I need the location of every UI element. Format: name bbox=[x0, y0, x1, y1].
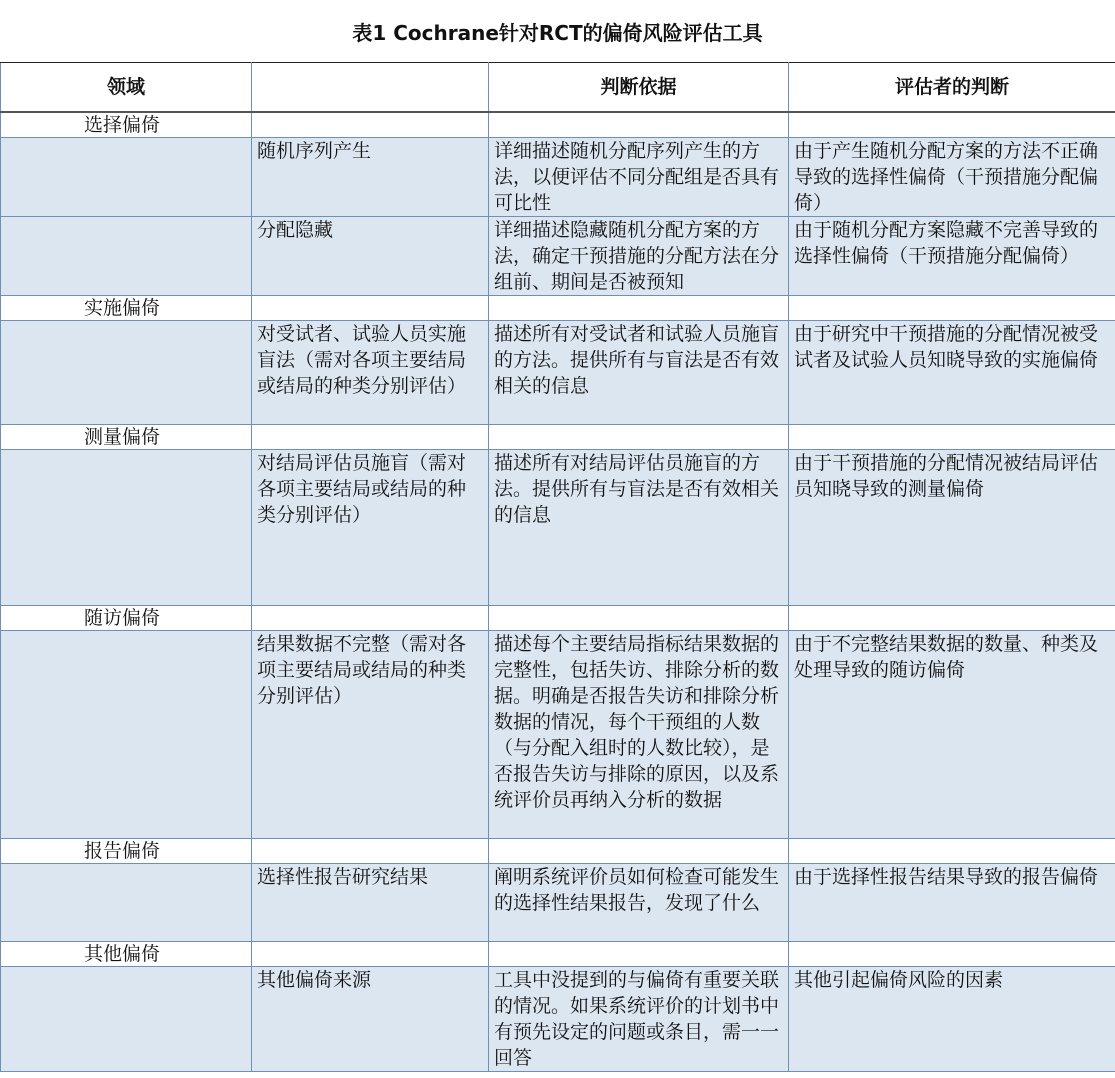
domain-row bbox=[1, 942, 1115, 967]
item-name: 分配隐藏 bbox=[252, 217, 489, 296]
item-basis: 详细描述隐藏随机分配方案的方法，确定干预措施的分配方法在分组前、期间是否被预知 bbox=[489, 217, 789, 296]
item-row bbox=[1, 967, 1115, 1072]
header-row bbox=[1, 63, 1115, 113]
table-title: 表1 Cochrane针对RCT的偏倚风险评估工具 bbox=[352, 20, 763, 45]
item-basis: 描述所有对受试者和试验人员施盲的方法。提供所有与盲法是否有效相关的信息 bbox=[489, 321, 789, 425]
header-item bbox=[252, 63, 489, 113]
domain-name: 选择偏倚 bbox=[1, 112, 252, 138]
item-basis: 详细描述随机分配序列产生的方法，以便评估不同分配组是否具有可比性 bbox=[489, 138, 789, 217]
item-name: 结果数据不完整（需对各项主要结局或结局的种类分别评估） bbox=[252, 631, 489, 839]
domain-row bbox=[1, 112, 1115, 138]
item-judgment: 由于随机分配方案隐藏不完善导致的选择性偏倚（干预措施分配偏倚） bbox=[789, 217, 1115, 296]
domain-name: 实施偏倚 bbox=[1, 296, 252, 321]
domain-name: 随访偏倚 bbox=[1, 606, 252, 631]
item-basis: 描述每个主要结局指标结果数据的完整性，包括失访、排除分析的数据。明确是否报告失访和排除分析数据的情况，每个干预组的人数（与分配入组时的人数比较），是否报告失访与排除的原因，以及系统评价员再纳入分析的数据 bbox=[489, 631, 789, 839]
item-row bbox=[1, 321, 1115, 425]
header-domain: 领域 bbox=[1, 63, 252, 113]
item-row bbox=[1, 217, 1115, 296]
item-judgment: 由于研究中干预措施的分配情况被受试者及试验人员知晓导致的实施偏倚 bbox=[789, 321, 1115, 425]
item-row bbox=[1, 631, 1115, 839]
item-basis: 描述所有对结局评估员施盲的方法。提供所有与盲法是否有效相关的信息 bbox=[489, 450, 789, 606]
item-row bbox=[1, 450, 1115, 606]
item-judgment: 由于选择性报告结果导致的报告偏倚 bbox=[789, 864, 1115, 942]
item-judgment: 由于不完整结果数据的数量、种类及处理导致的随访偏倚 bbox=[789, 631, 1115, 839]
domain-name: 报告偏倚 bbox=[1, 839, 252, 864]
item-basis: 阐明系统评价员如何检查可能发生的选择性结果报告，发现了什么 bbox=[489, 864, 789, 942]
domain-row bbox=[1, 425, 1115, 450]
item-row bbox=[1, 864, 1115, 942]
item-name: 对受试者、试验人员实施盲法（需对各项主要结局或结局的种类分别评估） bbox=[252, 321, 489, 425]
item-name: 对结局评估员施盲（需对各项主要结局或结局的种类分别评估） bbox=[252, 450, 489, 606]
item-name: 选择性报告研究结果 bbox=[252, 864, 489, 942]
item-judgment: 由于干预措施的分配情况被结局评估员知晓导致的测量偏倚 bbox=[789, 450, 1115, 606]
item-name: 其他偏倚来源 bbox=[252, 967, 489, 1072]
domain-name: 测量偏倚 bbox=[1, 425, 252, 450]
bias-risk-table bbox=[0, 62, 1115, 1072]
domain-row bbox=[1, 839, 1115, 864]
domain-row bbox=[1, 606, 1115, 631]
item-judgment: 由于产生随机分配方案的方法不正确导致的选择性偏倚（干预措施分配偏倚） bbox=[789, 138, 1115, 217]
domain-row bbox=[1, 296, 1115, 321]
header-basis: 判断依据 bbox=[489, 63, 789, 113]
item-name: 随机序列产生 bbox=[252, 138, 489, 217]
item-judgment: 其他引起偏倚风险的因素 bbox=[789, 967, 1115, 1072]
header-judgment: 评估者的判断 bbox=[789, 63, 1115, 113]
item-row bbox=[1, 138, 1115, 217]
item-basis: 工具中没提到的与偏倚有重要关联的情况。如果系统评价的计划书中有预先设定的问题或条目，需一一回答 bbox=[489, 967, 789, 1072]
domain-name: 其他偏倚 bbox=[1, 942, 252, 967]
